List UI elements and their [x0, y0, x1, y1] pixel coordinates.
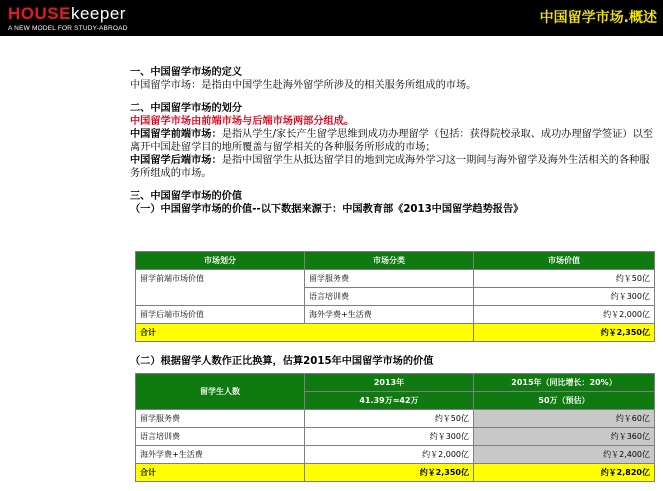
- value2013-cell: 约￥50亿: [305, 410, 474, 428]
- section3-sub2: （二）根据留学人数作正比换算，估算2015年中国留学市场的价值: [130, 356, 434, 367]
- col-header-category: 市场分类: [305, 252, 474, 270]
- back-market-term: 中国留学后端市场：: [130, 155, 222, 166]
- year2015-header: 2015年（同比增长：20%）: [474, 374, 655, 392]
- segment-cell: 留学前端市场价值: [136, 270, 305, 306]
- total2015-value: 约￥2,820亿: [474, 464, 655, 482]
- category-cell: 海外学费+生活费: [136, 446, 305, 464]
- section3-sub1: （一）中国留学市场的价值--以下数据来源于：中国教育部《2013中国留学趋势报告》: [130, 204, 524, 215]
- section2-red-line: 中国留学市场由前端市场与后端市场两部分组成。: [130, 116, 355, 127]
- category-cell: 海外学费+生活费: [305, 306, 474, 324]
- category-cell: 语言培训费: [136, 428, 305, 446]
- table-header-row: [136, 374, 655, 392]
- category-cell: 留学服务费: [136, 410, 305, 428]
- value2013-cell: 约￥300亿: [305, 428, 474, 446]
- total-value: 约￥2,350亿: [474, 324, 655, 342]
- housekeeper-logo: [8, 5, 126, 23]
- segment-cell: 留学后端市场价值: [136, 306, 305, 324]
- col-header-segment: 市场划分: [136, 252, 305, 270]
- total-label: 合计: [136, 464, 305, 482]
- col-header-value: 市场价值: [474, 252, 655, 270]
- total-row: [136, 464, 655, 482]
- back-market-text: 是指中国留学生从抵达留学目的地到完成海外学习这一期间与海外留学及海外生活相关的各种服务所组成的市场。: [130, 155, 650, 179]
- front-market-text: 是指从学生/家长产生留学思维到成功办理留学（包括：获得院校录取、成功办理留学签证）以至离开中国赴留学目的地所覆盖与留学相关的各种服务所形成的市场；: [130, 129, 653, 153]
- logo-house: HOUSE: [8, 4, 71, 23]
- count2013-cell: 41.39万≈42万: [305, 392, 474, 410]
- category-cell: 语言培训费: [305, 288, 474, 306]
- table-row: [136, 446, 655, 464]
- section3-heading: 三、中国留学市场的价值: [130, 191, 243, 202]
- content-body: [130, 66, 655, 216]
- year2013-header: 2013年: [305, 374, 474, 392]
- header-bar: [0, 0, 663, 36]
- table-header-row: [136, 252, 655, 270]
- market-value-table: [135, 251, 655, 342]
- value-cell: 约￥300亿: [474, 288, 655, 306]
- value2015-cell: 约￥2,400亿: [474, 446, 655, 464]
- front-market-paragraph: [130, 128, 655, 154]
- section1-heading: 一、中国留学市场的定义: [130, 67, 243, 78]
- student-count-header: 留学生人数: [136, 374, 305, 410]
- front-market-term: 中国留学前端市场：: [130, 129, 222, 140]
- value2013-cell: 约￥2,000亿: [305, 446, 474, 464]
- category-cell: 留学服务费: [305, 270, 474, 288]
- total-row: [136, 324, 655, 342]
- table-row: [136, 270, 655, 288]
- logo-keeper: keeper: [70, 4, 126, 23]
- table-row: [136, 428, 655, 446]
- slide-title: 中国留学市场.概述: [539, 10, 657, 26]
- total-label: 合计: [136, 324, 474, 342]
- count2015-cell: 50万（预估）: [474, 392, 655, 410]
- value-cell: 约￥2,000亿: [474, 306, 655, 324]
- table-row: [136, 410, 655, 428]
- value2015-cell: 约￥360亿: [474, 428, 655, 446]
- table-row: [136, 306, 655, 324]
- section2-heading: 二、中国留学市场的划分: [130, 103, 243, 114]
- logo-tagline: A NEW MODEL FOR STUDY-ABROAD: [8, 25, 128, 32]
- value2015-cell: 约￥60亿: [474, 410, 655, 428]
- section1-text: 中国留学市场：是指由中国学生赴海外留学所涉及的相关服务所组成的市场。: [130, 80, 477, 91]
- back-market-paragraph: [130, 154, 655, 180]
- value-cell: 约￥50亿: [474, 270, 655, 288]
- total2013-value: 约￥2,350亿: [305, 464, 474, 482]
- estimate-table: [135, 373, 655, 482]
